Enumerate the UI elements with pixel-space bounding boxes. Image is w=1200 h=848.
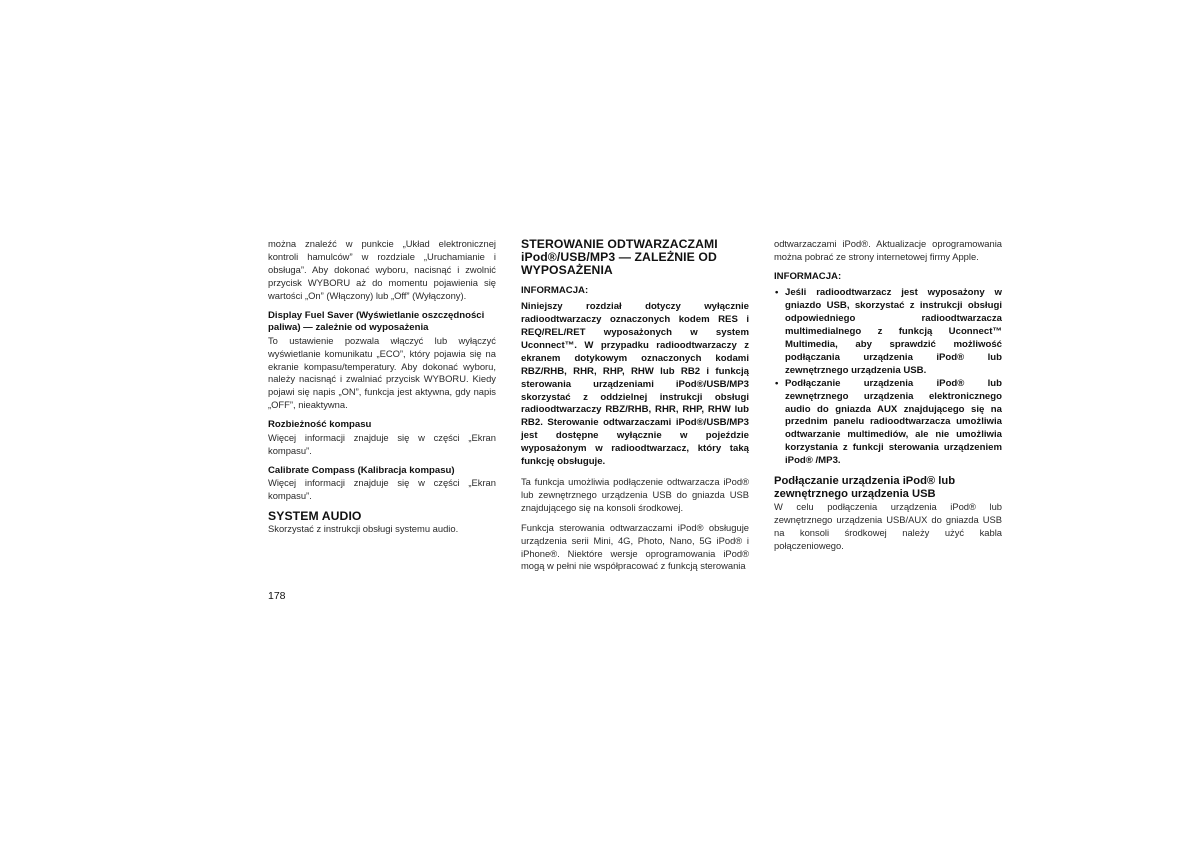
column-left <box>268 238 496 536</box>
paragraph-fuel-saver: To ustawienie pozwala włączyć lub wyłączyć wyświetlanie komunikatu „ECO”, który pojawia się na ekranie kompasu/temperatury. Aby dokonać wyboru, należy nacisnąć i zwalniać przycisk WYBORU. Kiedy pojawi się napis „ON”, funkcja jest aktywna, gdy napis „OFF”, nieaktywna. <box>268 334 496 411</box>
paragraph-software-update: odtwarzaczami iPod®. Aktualizacje oprogramowania można pobrać ze strony internetowej firmy Apple. <box>774 238 1002 262</box>
info-bullet-list <box>774 287 1002 468</box>
list-item: • Jeśli radioodtwarzacz jest wyposażony w gniazdo USB, skorzystać z instrukcji obsługi odpowiedniego radioodtwarzacza multimedialnego z funkcją Uconnect™ Multimedia, aby sprawdzić możliwość podłączania urządzenia iPod® lub zewnętrznego urządzenia USB. <box>774 287 1002 377</box>
paragraph-system-audio: Skorzystać z instrukcji obsługi systemu audio. <box>268 523 459 535</box>
info-label: INFORMACJA: <box>774 270 842 282</box>
info-note: Niniejszy rozdział dotyczy wyłącznie radioodtwarzaczy oznaczonych kodem RES i REQ/REL/RET wyposażonych w system Uconnect™. W przypadku radioodtwarzaczy z ekranem dotykowym oznaczonych kodami RBZ/RHB, RHR, RHP, RHW lub RB2 i funkcją sterowania urządzeniami iPod®/USB/MP3 skorzystać z oddzielnej instrukcji obsługi radioodtwarzaczy RBZ/RHB, RHR, RHP, RHW lub RB2. Sterowanie odtwarzaczami iPod®/USB/MP3 jest dostępne wyłącznie w pojeździe wyposażonym w radioodtwarzacz, który taką funkcję obsługuje. <box>521 301 749 468</box>
paragraph-ipod-support: Funkcja sterowania odtwarzaczami iPod® obsługuje urządzenia serii Mini, 4G, Photo, Nano, 5G iPod® i iPhone®. Niektóre wersje oprogramowania iPod® mogą w pełni nie współpracować z funkcją sterowania <box>521 521 749 572</box>
info-label: INFORMACJA: <box>521 284 589 296</box>
heading-ipod-control: STEROWANIE ODTWARZACZAMI iPod®/USB/MP3 — ZALEŻNIE OD WYPOSAŻENIA <box>521 237 718 278</box>
heading-system-audio: SYSTEM AUDIO <box>268 508 362 523</box>
paragraph-compass-variance: Więcej informacji znajduje się w części „Ekran kompasu”. <box>268 431 496 456</box>
list-item: • Podłączanie urządzenia iPod® lub zewnętrznego urządzenia elektronicznego audio do gniazda AUX znajdującego się na przednim panelu radioodtwarzacza umożliwia odtwarzanie multimediów, ale nie umożliwia korzystania z funkcji sterowania urządzeniem iPod® /MP3. <box>774 378 1002 468</box>
heading-fuel-saver: Display Fuel Saver (Wyświetlanie oszczędności paliwa) — zależnie od wyposażenia <box>268 309 485 334</box>
page-number: 178 <box>268 590 286 602</box>
column-right <box>774 238 1002 553</box>
heading-connect-ipod-usb: Podłączanie urządzenia iPod® lub zewnętrznego urządzenia USB <box>774 475 956 501</box>
paragraph-ipod-connect: Ta funkcja umożliwia podłączenie odtwarzacza iPod® lub zewnętrznego urządzenia USB do gniazda USB znajdującego się na konsoli środkowej. <box>521 475 749 513</box>
heading-compass-variance: Rozbieżność kompasu <box>268 419 372 431</box>
paragraph-calibrate-compass: Więcej informacji znajduje się w części „Ekran kompasu”. <box>268 477 496 502</box>
heading-calibrate-compass: Calibrate Compass (Kalibracja kompasu) <box>268 464 455 476</box>
column-middle <box>521 238 749 573</box>
paragraph-brake-control: można znaleźć w punkcie „Układ elektronicznej kontroli hamulców” w rozdziale „Uruchamianie i obsługa”. Aby dokonać wyboru, nacisnąć i zwolnić przycisk WYBORU aż do momentu pojawienia się wartości „On” (Włączony) lub „Off” (Wyłączony). <box>268 238 496 301</box>
paragraph-connect-ipod-usb: W celu podłączenia urządzenia iPod® lub zewnętrznego urządzenia USB/AUX do gniazda USB na konsoli środkowej należy użyć kabla połączeniowego. <box>774 501 1002 551</box>
